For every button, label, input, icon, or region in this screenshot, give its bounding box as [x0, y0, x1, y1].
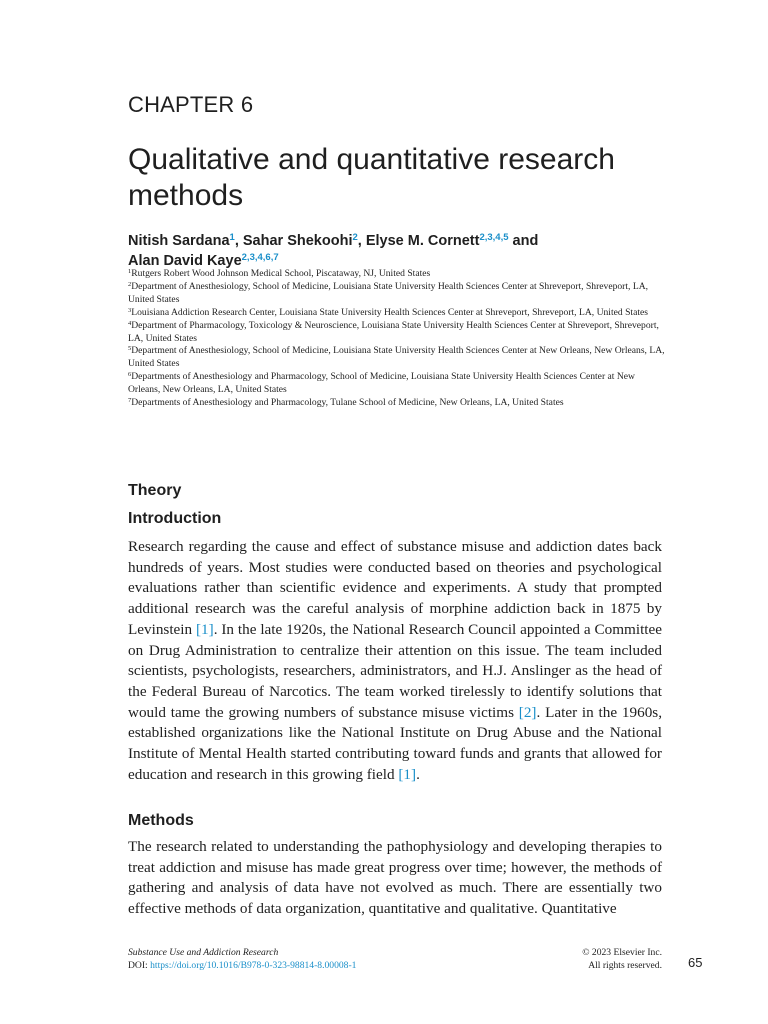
- citation-link[interactable]: [1]: [195, 620, 214, 638]
- section-heading-introduction: Introduction: [128, 510, 222, 527]
- footer-citation: [128, 946, 356, 972]
- author-list: [128, 231, 668, 271]
- affiliation-item: $^7$Departments of Anesthesiology and Pharmacology, Tulane School of Medicine, New Orleans, LA, United States: [128, 397, 564, 409]
- author-affiliation-ref[interactable]: 1: [229, 232, 235, 243]
- author-name: Sahar Shekoohi: [242, 233, 353, 249]
- author-affiliation-ref[interactable]: 2,3,4,6,7: [241, 252, 279, 263]
- page-number: 65: [688, 955, 703, 970]
- affiliation-list: [128, 268, 668, 410]
- affiliation-item: $^3$Louisiana Addiction Research Center, Louisiana State University Health Sciences Center at Shreveport, Shreveport, LA, United States: [128, 306, 648, 318]
- section-heading-theory: Theory: [128, 482, 182, 499]
- affiliation-item: $^5$Department of Anesthesiology, School of Medicine, Louisiana State University Health Sciences Center at New Orleans, New Orleans, LA, United States: [128, 345, 665, 370]
- author-name: Nitish Sardana: [128, 233, 230, 249]
- footer-copyright: [540, 946, 662, 972]
- rights-text: All rights reserved.: [588, 960, 662, 971]
- footer-journal: Substance Use and Addiction Research: [128, 947, 279, 958]
- affiliation-item: $^6$Departments of Anesthesiology and Pharmacology, School of Medicine, Louisiana State University Health Sciences Center at New Orleans, New Orleans, LA, United States: [128, 371, 635, 396]
- author-separator: and: [508, 233, 539, 249]
- introduction-paragraph: Research regarding the cause and effect of substance misuse and addiction dates back hundreds of years. Most studies were conducted based on theories and psychological evaluations rather than scientific evidence and experiments. A study that prompted additional research was the careful analysis of morphine addiction back in 1875 by Levinstein [1]. In the late 1920s, the National Research Council appointed a Committee on Drug Administration to centralize their attention on this issue. The team included scientists, psychologists, researchers, administrators, and H.J. Anslinger as the head of the Federal Bureau of Narcotics. The team worked tirelessly to identify solutions that would tame the growing numbers of substance misuse victims [2]. Later in the 1960s, established organizations like the National Institute on Drug Abuse and the National Institute of Mental Health started contributing toward funds and grants that allowed for education and research in this growing field [1].: [128, 538, 662, 783]
- footer-doi: DOI: https://doi.org/10.1016/B978-0-323-98814-8.00008-1: [128, 960, 357, 971]
- author-name: Elyse M. Cornett: [365, 233, 480, 249]
- citation-link[interactable]: [2]: [518, 703, 537, 721]
- author-affiliation-ref[interactable]: 2,3,4,5: [479, 232, 509, 243]
- doi-link[interactable]: https://doi.org/10.1016/B978-0-323-98814-8.00008-1: [150, 960, 357, 971]
- methods-paragraph: The research related to understanding the pathophysiology and developing therapies to treat addiction and misuse has made great progress over time; however, the methods of gathering and analysis of data have not evolved as much. There are essentially two effective methods of data organization, quantitative and qualitative. Quantitative: [128, 838, 662, 918]
- author-separator: ,: [234, 233, 243, 249]
- copyright-text: © 2023 Elsevier Inc.: [582, 947, 662, 958]
- citation-link[interactable]: [1]: [398, 765, 417, 783]
- chapter-label: CHAPTER 6: [128, 92, 254, 117]
- author-affiliation-ref[interactable]: 2: [352, 232, 358, 243]
- chapter-title: Qualitative and quantitative research methods: [128, 143, 615, 212]
- author-name: Alan David Kaye: [128, 253, 242, 269]
- author-separator: ,: [357, 233, 366, 249]
- section-heading-methods: Methods: [128, 812, 194, 829]
- affiliation-item: $^2$Department of Anesthesiology, School of Medicine, Louisiana State University Health Sciences Center at Shreveport, Shreveport, LA, United States: [128, 280, 649, 305]
- affiliation-item: $^4$Department of Pharmacology, Toxicology & Neuroscience, Louisiana State University Health Sciences Center at Shreveport, Shreveport, LA, United States: [128, 319, 659, 344]
- affiliation-item: $^1$Rutgers Robert Wood Johnson Medical School, Piscataway, NJ, United States: [128, 268, 431, 279]
